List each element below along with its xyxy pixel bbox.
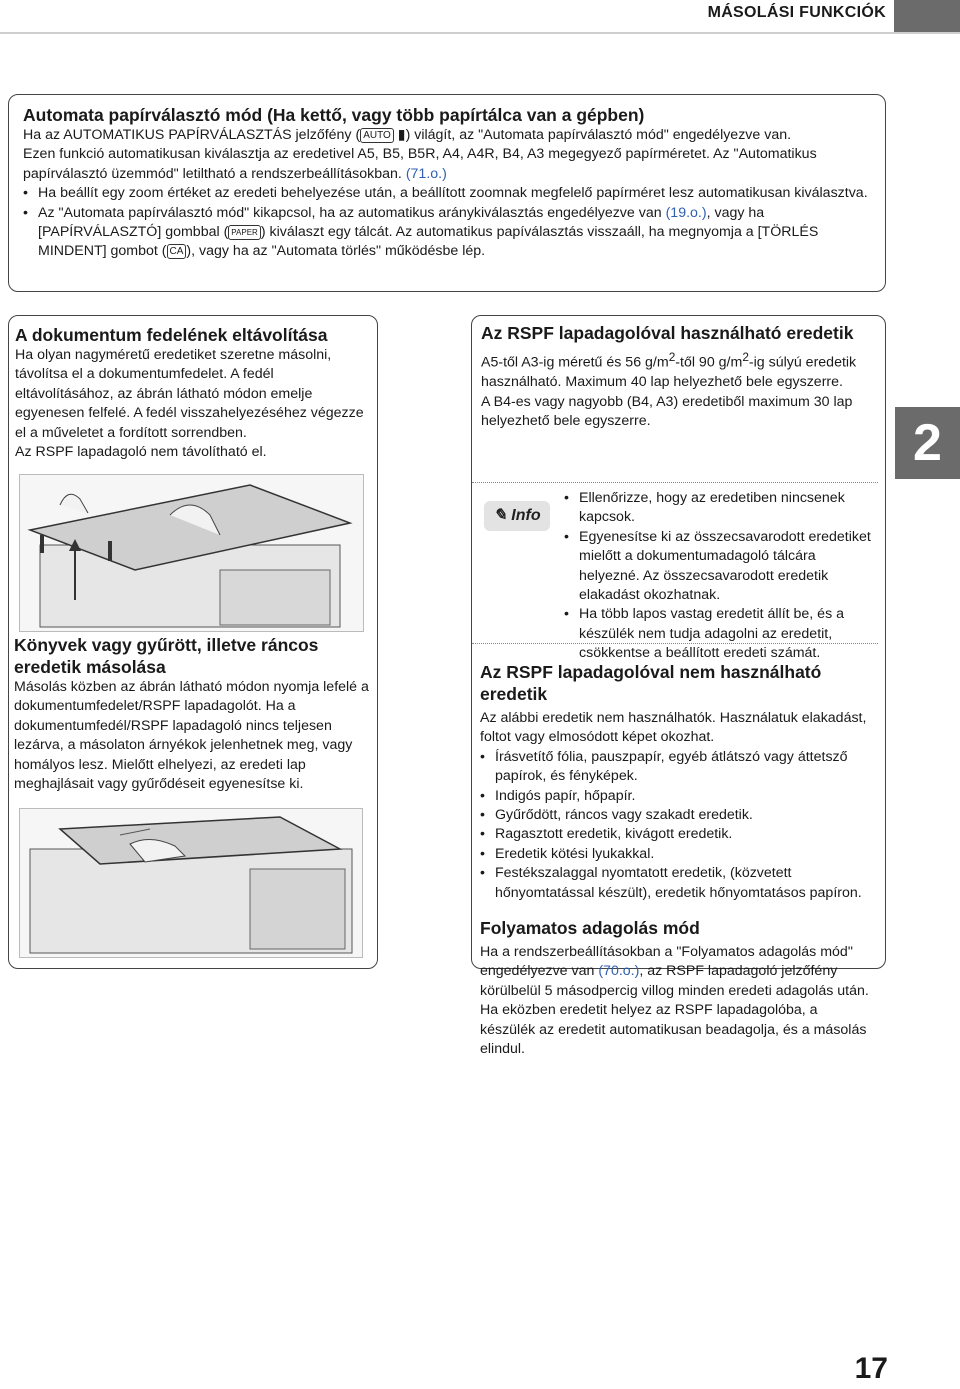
bullet2-text-d: ), vagy ha az "Automata törlés" működésbe lép. bbox=[186, 243, 486, 260]
continuous-text-b: , az RSPF lapadagoló jelzőfény körülbelül 5 másodpercig villog minden eredeti adagolás után. Ha eközben eredetit helyez az RSPF lapadagolóba, a készülék az eredetit automatikusan beadagolja, és a másolás elindul. bbox=[480, 963, 869, 1058]
cover-removal-body: Ha olyan nagyméretű eredetiket szeretne másolni, távolítsa el a dokumentumfedelet. A fedél eltávolításához, az ábrán látható módon emelje egyenesen felfelé. A fedél visszahelyezéséhez végezze el a műveletet a fordított sorrendben. bbox=[15, 347, 364, 441]
intro-text-c: Ezen funkció automatikusan kiválasztja az eredetivel A5, B5, B5R, A4, A4R, B4, A3 megegyező papírméretet. Az "Automatikus papírválasztó üzemmód" letiltható a rendszerbeállításokban. bbox=[23, 146, 817, 182]
continuous-feed-title: Folyamatos adagolás mód bbox=[480, 918, 700, 939]
pencil-icon: ✎ bbox=[493, 507, 507, 524]
bullet2-text-c: ) kiválaszt egy tálcát. Az automatikus papíválasztás visszaáll, ha megnyomja a [TÖRLÉS MINDENT] gombot ( bbox=[38, 224, 819, 260]
info-label: Info bbox=[511, 507, 541, 524]
rspf-usable-body2: A B4-es vagy nagyobb (B4, A3) eredetiből maximum 30 lap helyezhető bele egyszerre. bbox=[481, 393, 853, 429]
tray-icon: ▮ bbox=[397, 127, 406, 143]
info-list bbox=[564, 489, 874, 664]
continuous-feed-body bbox=[480, 943, 875, 1059]
rspf-not-usable-list bbox=[480, 748, 875, 903]
sup-2a: 2 bbox=[668, 350, 676, 364]
page-ref-link-19[interactable]: (19.o.) bbox=[665, 204, 707, 221]
info-item: • Egyenesítse ki az összecsavarodott eredetiket mielőtt a dokumentumadagoló tálcára helyezné. Az összecsavarodott eredetik elakadást okozhatnak. bbox=[564, 528, 874, 606]
page-ref-link-70[interactable]: (70.o.) bbox=[598, 963, 640, 980]
info-badge bbox=[484, 501, 550, 531]
rspf-usable-title: Az RSPF lapadagolóval használható eredetik bbox=[481, 323, 854, 343]
rspf-not-usable-title: Az RSPF lapadagolóval nem használható eredetik bbox=[480, 662, 822, 704]
books-copy-title: Könyvek vagy gyűrött, illetve ráncos eredetik másolása bbox=[14, 635, 319, 677]
info-block bbox=[472, 482, 878, 662]
copier-lid-lift-drawing bbox=[20, 475, 363, 631]
books-copy-body: Másolás közben az ábrán látható módon nyomja lefelé a dokumentumfedelet/RSPF lapadagolót. Ha a dokumentumfedél/RSPF lapadagoló nincs teljesen lezárva, a másolaton árnyékok jelenhetnek meg, vagy homályos lesz. Mielőtt elhelyezi, az eredeti lap meghajlásait vagy gyűrődéseit egyenesítse ki. bbox=[14, 679, 369, 793]
copier-press-lid-drawing bbox=[20, 809, 362, 957]
paper-select-icon: PAPER bbox=[228, 225, 261, 240]
bullet2-text-b: , vagy ha [PAPÍRVÁLASZTÓ] gombbal ( bbox=[38, 204, 765, 241]
list-item: • Ragasztott eredetik, kivágott eredetik. bbox=[480, 825, 875, 844]
auto-paper-bullets bbox=[23, 184, 871, 262]
header-rule bbox=[0, 32, 960, 34]
sup-2b: 2 bbox=[742, 350, 749, 364]
page-number: 17 bbox=[854, 1352, 888, 1385]
cover-removal-illustration bbox=[19, 474, 364, 632]
section-title: MÁSOLÁSI FUNKCIÓK bbox=[707, 4, 886, 21]
bullet2-text-a: Az "Automata papírválasztó mód" kikapcsol, ha az automatikus aránykiválasztás engedélyezve van bbox=[38, 204, 662, 221]
auto-paper-indicator-icon: AUTO bbox=[360, 128, 394, 143]
books-copy-box bbox=[8, 626, 378, 969]
list-item: • Gyűrődött, ráncos vagy szakadt eredetik. bbox=[480, 806, 875, 825]
bullet-disable bbox=[23, 204, 871, 262]
bullet-zoom: • Ha beállít egy zoom értéket az eredeti behelyezése után, a beállított zoomnak megfelelő papírméret lesz automatikusan kiválasztva. bbox=[23, 184, 871, 203]
cover-removal-note: Az RSPF lapadagoló nem távolítható el. bbox=[15, 444, 267, 461]
cover-removal-title: A dokumentum fedelének eltávolítása bbox=[15, 325, 328, 345]
page-ref-link-71[interactable]: (71.o.) bbox=[405, 165, 447, 182]
page-header bbox=[0, 0, 960, 34]
rspf-not-usable-section bbox=[480, 661, 875, 1060]
clear-all-icon: CA bbox=[167, 244, 187, 259]
list-item: • Festékszalaggal nyomtatott eredetik, (közvetett hőnyomtatással készült), eredetik hőnyomtatásos papíron. bbox=[480, 864, 875, 903]
auto-paper-select-title: Automata papírválasztó mód (Ha kettő, vagy több papírtálca van a gépben) bbox=[23, 105, 645, 125]
continuous-text-a: Ha a rendszerbeállításokban a "Folyamatos adagolás mód" engedélyezve van bbox=[480, 944, 853, 980]
header-gray-bar bbox=[894, 0, 960, 32]
rspf-not-usable-intro: Az alábbi eredetik nem használhatók. Használatuk elakadást, foltot vagy elmosódott képet okozhat. bbox=[480, 710, 867, 746]
rspf-text-c: -ig súlyú eredetik használható. Maximum 40 lap helyezhető bele egyszerre. bbox=[481, 354, 857, 391]
intro-text-b: ) világít, az "Automata papírválasztó mód" engedélyezve van. bbox=[405, 127, 792, 143]
list-item: • Eredetik kötési lyukakkal. bbox=[480, 845, 875, 864]
info-item: • Ellenőrizze, hogy az eredetiben nincsenek kapcsok. bbox=[564, 489, 874, 528]
auto-paper-select-intro bbox=[23, 126, 871, 184]
info-item: • Ha több lapos vastag eredetit állít be, és a készülék nem tudja adagolni az eredetit, csökkentse a beállított eredeti számát. bbox=[564, 605, 874, 663]
rspf-usable-body bbox=[481, 348, 876, 393]
auto-paper-select-box bbox=[8, 94, 886, 292]
list-item: • Írásvetítő fólia, pauszpapír, egyéb átlátszó vagy áttetsző papírok, és fényképek. bbox=[480, 748, 875, 787]
rspf-text-a: A5-től A3-ig méretű és 56 g/m bbox=[481, 354, 669, 371]
rspf-text-b: -től 90 g/m bbox=[675, 354, 743, 371]
intro-text-a: Ha az AUTOMATIKUS PAPÍRVÁLASZTÁS jelzőfény ( bbox=[23, 127, 361, 143]
chapter-tab: 2 bbox=[895, 407, 960, 479]
list-item: • Indigós papír, hőpapír. bbox=[480, 787, 875, 806]
books-copy-illustration bbox=[19, 808, 363, 958]
